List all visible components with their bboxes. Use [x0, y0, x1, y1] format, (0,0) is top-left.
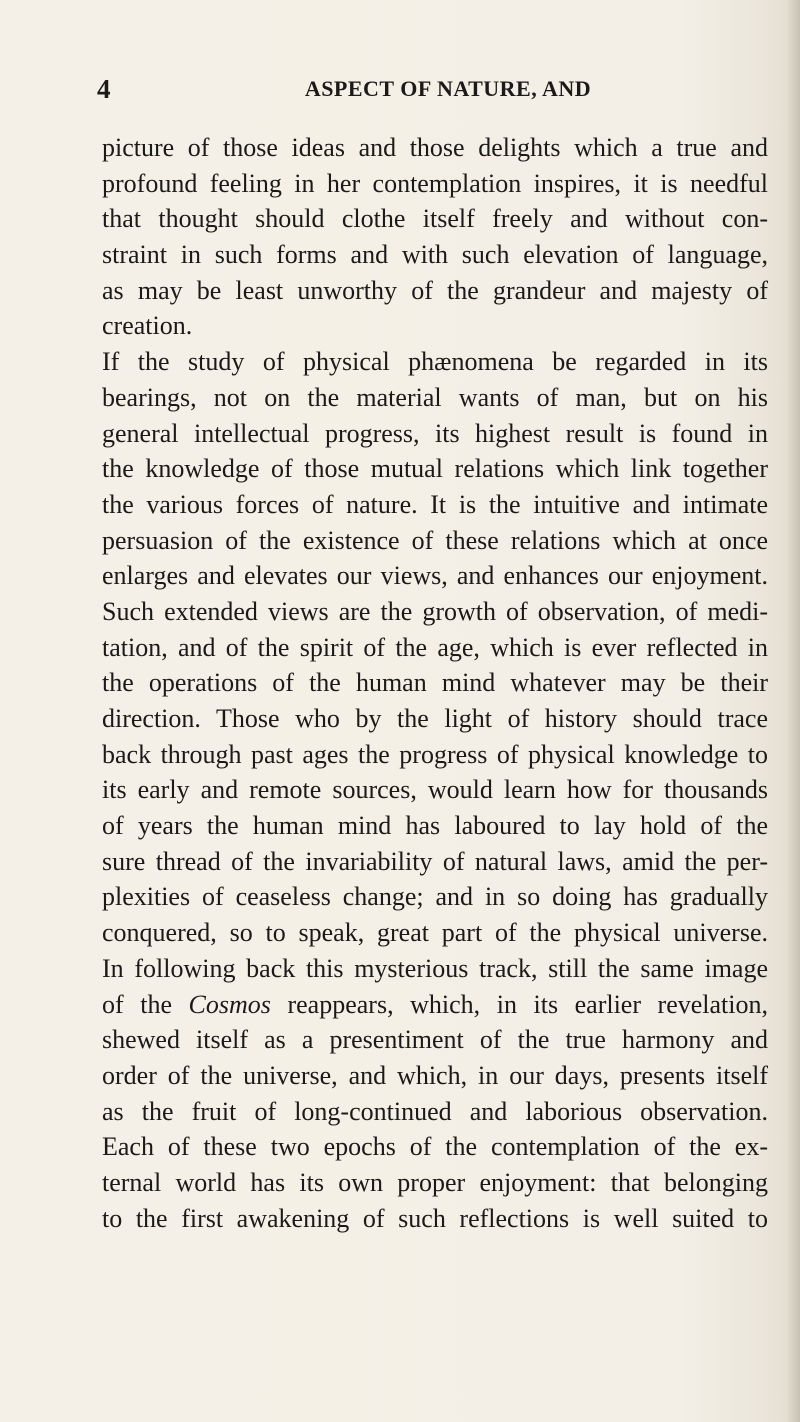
text-line: the various forces of nature. It is the intuitive and intimate: [102, 489, 768, 519]
text-segment: reappears, which, in its earlier revelation,: [287, 989, 769, 1019]
running-title: ASPECT OF NATURE, AND: [304, 76, 592, 101]
text-line: plexities of ceaseless change; and in so doing has gradually: [102, 882, 768, 912]
page-number: 4: [97, 74, 111, 104]
text-line: Each of these two epochs of the contemplation of the ex-: [102, 1132, 768, 1162]
text-line: sure thread of the invariability of natural laws, amid the per-: [102, 846, 768, 876]
text-line: that thought should clothe itself freely and without con-: [102, 204, 768, 234]
text-line: as the fruit of long-continued and laborious observation.: [102, 1096, 768, 1126]
text-line: of years the human mind has laboured to lay hold of the: [102, 811, 768, 841]
text-line: as may be least unworthy of the grandeur and majesty of: [102, 275, 768, 305]
text-line: Such extended views are the growth of observation, of medi-: [102, 596, 768, 626]
text-line: general intellectual progress, its highest result is found in: [102, 418, 768, 448]
italic-term: Cosmos: [188, 989, 271, 1019]
text-line: enlarges and elevates our views, and enhances our enjoyment.: [102, 561, 768, 591]
text-line: its early and remote sources, would learn how for thousands: [102, 775, 768, 805]
text-line: back through past ages the progress of physical knowledge to: [102, 739, 768, 769]
text-line: tation, and of the spirit of the age, which is ever reflected in: [102, 632, 768, 662]
text-line: straint in such forms and with such elevation of language,: [102, 240, 768, 270]
text-line: the knowledge of those mutual relations which link together: [102, 454, 768, 484]
text-line: If the study of physical phænomena be regarded in its: [102, 347, 768, 377]
text-line: to the first awakening of such reflections is well suited to: [102, 1203, 768, 1233]
running-head: [97, 74, 769, 104]
text-line: order of the universe, and which, in our days, presents itself: [102, 1060, 768, 1090]
text-line: persuasion of the existence of these relations which at once: [102, 525, 768, 555]
text-line: conquered, so to speak, great part of the physical universe.: [102, 918, 768, 948]
text-line-with-italic: [102, 987, 768, 1023]
text-line: In following back this mysterious track, still the same image: [102, 953, 768, 983]
text-segment: of the: [102, 989, 172, 1019]
text-line: ternal world has its own proper enjoyment: that belonging: [102, 1167, 768, 1197]
body-text: [102, 130, 768, 1236]
text-line: bearings, not on the material wants of man, but on his: [102, 382, 768, 412]
text-line: profound feeling in her contemplation inspires, it is needful: [102, 168, 768, 198]
page-edge-shadow: [786, 0, 800, 1422]
text-line: the operations of the human mind whatever may be their: [102, 668, 768, 698]
text-line: picture of those ideas and those delights which a true and: [102, 133, 768, 162]
text-line: shewed itself as a presentiment of the true harmony and: [102, 1025, 768, 1055]
text-line: direction. Those who by the light of history should trace: [102, 704, 768, 733]
text-line: creation.: [102, 311, 193, 341]
